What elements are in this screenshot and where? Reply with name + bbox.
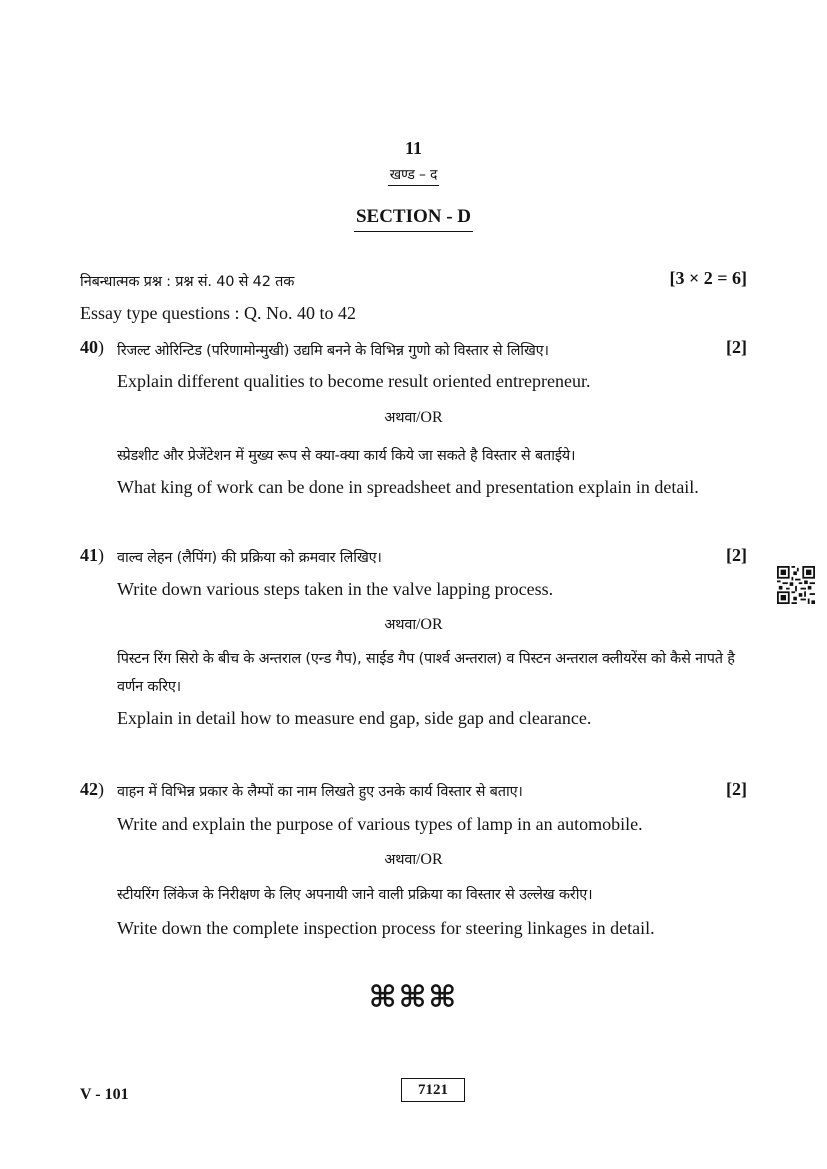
or-hindi: अथवा (384, 617, 416, 633)
question-number-value: 40 (80, 337, 98, 357)
question-42-alt-hindi: स्टीयरिंग लिंकेज के निरीक्षण के लिए अपनायी जाने वाली प्रक्रिया का विस्तार से उल्लेख करीए। (117, 887, 593, 903)
qr-code (777, 566, 815, 604)
or-hindi: अथवा (384, 852, 416, 868)
question-42-alt-english: Write down the complete inspection process for steering linkages in detail. (117, 918, 655, 938)
question-41-english: Write down various steps taken in the valve lapping process. (117, 579, 554, 599)
question-number-42 (80, 779, 104, 800)
instructions-english: Essay type questions : Q. No. 40 to 42 (80, 303, 356, 323)
question-40-marks: [2] (726, 337, 747, 357)
instructions-hindi: निबन्धात्मक प्रश्न : प्रश्न सं. 40 से 42 तक (80, 274, 295, 290)
question-41-marks: [2] (726, 545, 747, 565)
section-hindi-label: खण्ड – द (388, 167, 440, 186)
question-number-value: 42 (80, 779, 98, 799)
question-42-hindi: वाहन में विभिन्न प्रकार के लैम्पों का नाम लिखते हुए उनके कार्य विस्तार से बताए। (117, 784, 523, 800)
or-english: /OR (415, 616, 443, 633)
page-code-box: 7121 (401, 1078, 465, 1102)
question-41-hindi: वाल्व लेहन (लैपिंग) की प्रक्रिया को क्रमवार लिखिए। (117, 550, 382, 566)
question-paren: ) (98, 337, 104, 357)
question-paren: ) (98, 779, 104, 799)
question-paren: ) (98, 545, 104, 565)
page-number: 11 (404, 138, 422, 158)
question-42-marks: [2] (726, 779, 747, 799)
question-number-value: 41 (80, 545, 98, 565)
question-40-english: Explain different qualities to become result oriented entrepreneur. (117, 371, 591, 391)
question-41-alt-english: Explain in detail how to measure end gap, side gap and clearance. (117, 708, 592, 728)
question-42-english: Write and explain the purpose of various types of lamp in an automobile. (117, 814, 643, 834)
question-41-alt-hindi: पिस्टन रिंग सिरो के बीच के अन्तराल (एन्ड गैप), साईड गैप (पार्श्व अन्तराल) व पिस्टन अन्तराल क्लीयरेंस को कैसे नापते है वर्णन करिए। (117, 651, 735, 695)
question-number-41 (80, 545, 104, 566)
or-hindi: अथवा (384, 410, 416, 426)
question-number-40 (80, 337, 104, 358)
or-english: /OR (415, 851, 443, 868)
section-marks: [3 × 2 = 6] (669, 268, 747, 288)
or-divider-42 (0, 849, 827, 869)
question-40-alt-hindi: स्प्रेडशीट और प्रेजेंटेशन में मुख्य रूप से क्या-क्या कार्य किये जा सकते है विस्तार से बताईये। (117, 448, 576, 464)
or-divider-41 (0, 614, 827, 634)
section-title (0, 206, 827, 228)
section-hindi-heading (0, 165, 827, 184)
question-40-hindi: रिजल्ट ओरिन्टिड (परिणामोन्मुखी) उद्यमि बनने के विभिन्न गुणो को विस्तार से लिखिए। (117, 343, 549, 359)
or-divider-40 (0, 407, 827, 427)
or-english: /OR (415, 409, 443, 426)
paper-code: V - 101 (80, 1086, 129, 1103)
question-40-alt-english: What king of work can be done in spreadsheet and presentation explain in detail. (117, 477, 699, 497)
end-of-paper-mark: ⌘⌘⌘ (368, 980, 459, 1015)
section-title-label: SECTION - D (354, 206, 473, 232)
